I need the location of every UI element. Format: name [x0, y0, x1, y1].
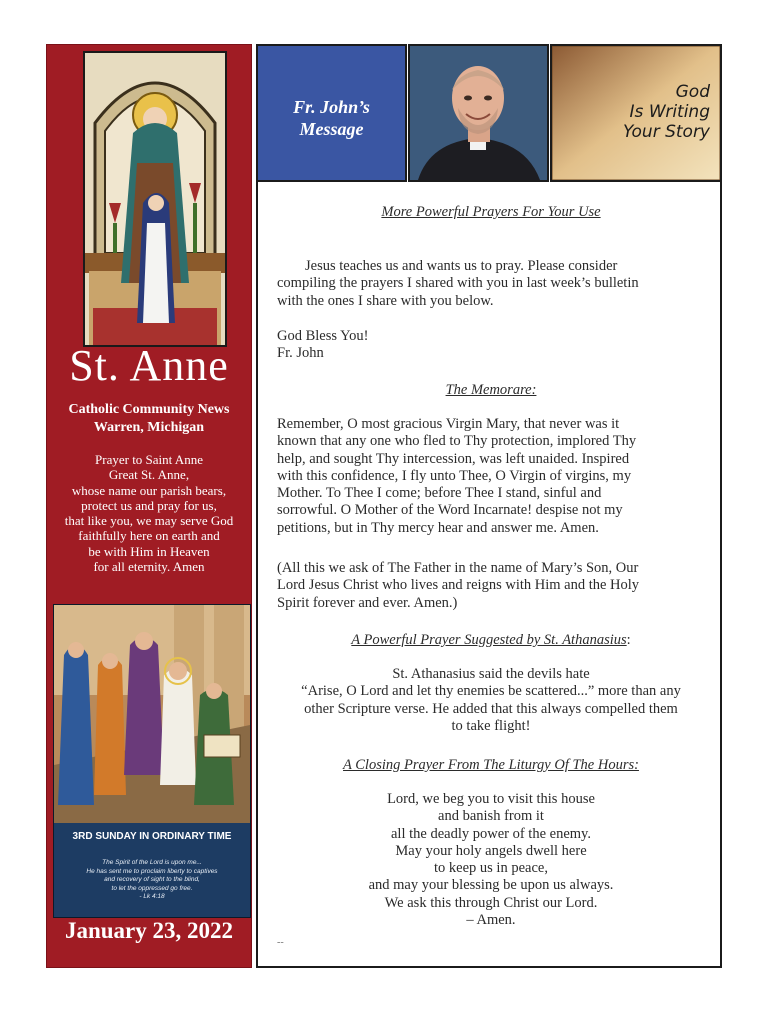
- scene-caption-title: 3RD SUNDAY IN ORDINARY TIME: [72, 831, 232, 842]
- section-heading-main: More Powerful Prayers For Your Use: [381, 204, 601, 220]
- prayer-line: faithfully here on earth and: [78, 528, 220, 544]
- subtitle-line: Warren, Michigan: [93, 420, 205, 435]
- closing-line: to keep us in peace,: [434, 860, 548, 877]
- message-title: [258, 96, 405, 140]
- tile-caption-line: Is Writing: [629, 102, 710, 122]
- memorare-line: with this confidence, I fly unto Thee, O Virgin of virgins, my: [277, 467, 632, 484]
- athanasius-line: other Scripture verse. He added that this always compelled them: [304, 700, 678, 717]
- scene-caption-text: [62, 859, 242, 902]
- caption-line: and recovery of sight to the blind,: [104, 876, 200, 883]
- memorare-line: Mother. To Thee I come; before Thee I stand, sinful and: [277, 485, 602, 502]
- footer-mark: --: [277, 937, 284, 948]
- doxology-line: (All this we ask of The Father in the name of Mary’s Son, Our: [277, 560, 639, 576]
- bulletin-date: January 23, 2022: [64, 918, 234, 943]
- closing-line: Lord, we beg you to visit this house: [387, 791, 595, 807]
- athanasius-line: “Arise, O Lord and let thy enemies be scattered...” more than any: [301, 683, 681, 700]
- prayer-line: Prayer to Saint Anne: [95, 452, 203, 467]
- message-title-block: [256, 44, 407, 182]
- closing-line: – Amen.: [466, 912, 516, 929]
- blessing-text: God Bless You!: [277, 328, 369, 344]
- prayer-line: for all eternity. Amen: [93, 559, 205, 575]
- athanasius-heading-text: A Powerful Prayer Suggested by St. Athanasius: [351, 632, 627, 648]
- signature-text: Fr. John: [277, 345, 324, 362]
- message-body: [256, 182, 722, 968]
- intro-line: with the ones I share with you below.: [277, 292, 494, 309]
- intro-paragraph: [277, 258, 639, 310]
- closing-line: and banish from it: [438, 808, 544, 825]
- message-title-line: Message: [299, 119, 364, 139]
- message-title-line: Fr. John’s: [293, 97, 370, 117]
- subtitle-line: Catholic Community News: [68, 402, 230, 417]
- gospel-scene-illustration: [54, 605, 250, 823]
- prayer-to-saint-anne: [46, 452, 252, 574]
- blessing-block: [277, 328, 368, 363]
- prayer-line: whose name our parish bears,: [71, 482, 227, 498]
- caption-line: - Lk 4:18: [139, 893, 165, 900]
- sidebar: [46, 44, 252, 968]
- athanasius-line: St. Athanasius said the devils hate: [392, 666, 590, 682]
- closing-prayer: [258, 791, 724, 929]
- athanasius-heading-colon: :: [626, 632, 631, 648]
- publication-subtitle: [46, 401, 252, 437]
- pastor-portrait-illustration: [410, 46, 547, 180]
- saint-anne-icon-image: [83, 51, 227, 347]
- doxology-line: Spirit forever and ever. Amen.): [277, 594, 458, 611]
- doxology-paragraph: [277, 560, 639, 612]
- closing-line: May your holy angels dwell here: [395, 842, 587, 859]
- athanasius-line: to take flight!: [451, 717, 531, 734]
- section-heading-athanasius: [258, 632, 724, 649]
- intro-line: Jesus teaches us and wants us to pray. Please consider: [305, 258, 618, 274]
- god-is-writing-tile: [550, 44, 722, 182]
- pastor-portrait: [408, 44, 549, 182]
- intro-line: compiling the prayers I shared with you in last week’s bulletin: [277, 275, 639, 292]
- prayer-line: be with Him in Heaven: [88, 543, 210, 559]
- memorare-line: sorrowful. O Mother of the Word Incarnate! despise not my: [277, 502, 623, 519]
- gospel-scene-image: [53, 604, 251, 918]
- memorare-line: Remember, O most gracious Virgin Mary, that never was it: [277, 416, 620, 432]
- caption-line: to let the oppressed go free.: [111, 884, 193, 892]
- section-heading-memorare: The Memorare:: [445, 382, 537, 398]
- tile-caption-line: God: [675, 82, 710, 102]
- memorare-line: petitions, but in Thy mercy hear and answer me. Amen.: [277, 519, 599, 536]
- parish-name: St. Anne: [69, 341, 229, 390]
- memorare-line: known that any one who fled to Thy protection, implored Thy: [277, 433, 637, 450]
- caption-line: The Spirit of the Lord is upon me...: [102, 859, 202, 866]
- saint-anne-illustration: [85, 53, 225, 345]
- section-heading-closing: A Closing Prayer From The Liturgy Of The Hours:: [343, 757, 639, 773]
- athanasius-paragraph: [258, 666, 724, 735]
- closing-line: We ask this through Christ our Lord.: [384, 894, 598, 911]
- tile-caption-line: Your Story: [623, 122, 710, 142]
- caption-line: He has sent me to proclaim liberty to captives: [86, 867, 218, 875]
- scene-caption: [54, 823, 250, 917]
- prayer-line: Great St. Anne,: [108, 467, 190, 483]
- closing-line: and may your blessing be upon us always.: [368, 877, 614, 894]
- prayer-line: that like you, we may serve God: [64, 513, 234, 529]
- tile-caption: [623, 82, 710, 142]
- prayer-line: protect us and pray for us,: [81, 497, 217, 513]
- doxology-line: Lord Jesus Christ who lives and reigns with Him and the Holy: [277, 577, 640, 594]
- memorare-line: help, and sought Thy intercession, was left unaided. Inspired: [277, 450, 630, 467]
- closing-line: all the deadly power of the enemy.: [391, 825, 591, 842]
- memorare-paragraph: [277, 416, 636, 537]
